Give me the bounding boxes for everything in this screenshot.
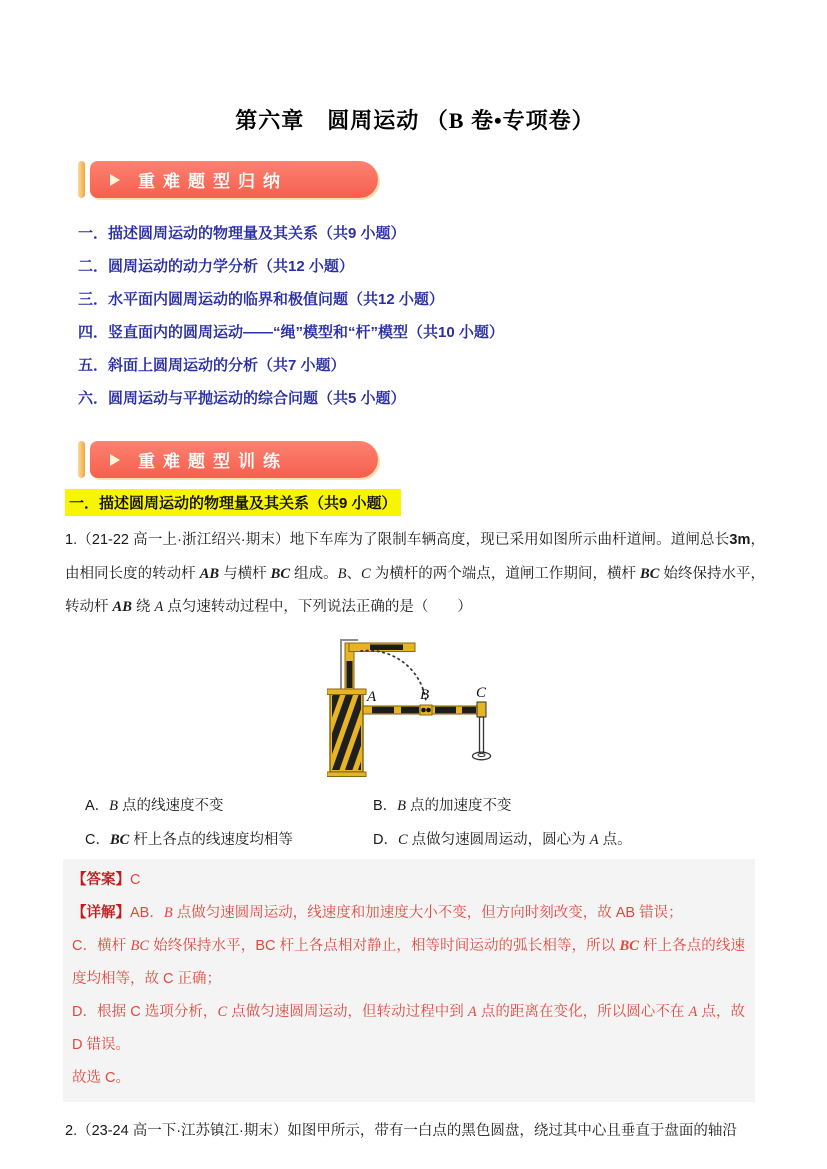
barrier-cabinet bbox=[327, 689, 389, 777]
question-1-figure bbox=[327, 639, 509, 781]
option-b-label: B． bbox=[373, 798, 398, 814]
arrow-right-icon bbox=[110, 454, 120, 466]
question-1-stem: 1.（21-22 高一上·浙江绍兴·期末）地下车库为了限制车辆高度，现已采用如图所示曲杆道闸。道闸总长3m，由相同长度的转动杆 AB 与横杆 BC 组成。B、C 为横杆的两个端点，道闸工作期间，横杆 BC 始终保持水平，转动杆 AB 绕 A 点匀速转动过程中，下列说法正确的是（ ） bbox=[65, 532, 766, 615]
banner-training-label: 重难题型训练 bbox=[138, 452, 288, 471]
answer-1-line-1: 【答案】C bbox=[72, 872, 141, 888]
banner-type-summary bbox=[78, 161, 378, 198]
banner-summary-label: 重难题型归纳 bbox=[138, 172, 288, 191]
toc-item-5: 五．斜面上圆周运动的分析（共7 小题） bbox=[78, 357, 346, 374]
option-c bbox=[85, 823, 373, 857]
banner-pill bbox=[90, 161, 378, 198]
answer-1-line-3: C．横杆 BC 始终保持水平，BC 杆上各点相对静止，相等时间运动的弧长相等，所以 BC 杆上各点的线速度均相等，故 C 正确； bbox=[72, 938, 746, 987]
option-a bbox=[85, 789, 373, 823]
toc-item-2: 二．圆周运动的动力学分析（共12 小题） bbox=[78, 258, 354, 275]
option-a-label: A． bbox=[85, 798, 110, 814]
banner-accent-bar bbox=[78, 441, 85, 478]
option-d-label: D． bbox=[373, 832, 398, 848]
toc-item-3: 三．水平面内圆周运动的临界和极值问题（共12 小题） bbox=[78, 291, 444, 308]
figure-label-b: B bbox=[420, 687, 430, 703]
banner-pill bbox=[90, 441, 378, 478]
option-c-label: C． bbox=[85, 832, 110, 848]
arrow-right-icon bbox=[110, 174, 120, 186]
toc-item-4: 四．竖直面内的圆周运动——“绳”模型和“杆”模型（共10 小题） bbox=[78, 324, 504, 341]
option-b-text: B 点的加速度不变 bbox=[397, 798, 512, 814]
option-c-text: BC 杆上各点的线速度均相等 bbox=[109, 832, 293, 848]
figure-label-a: A bbox=[367, 689, 377, 705]
option-a-text: B 点的线速度不变 bbox=[109, 798, 224, 814]
toc-list bbox=[78, 217, 765, 415]
option-d-text: C 点做匀速圆周运动，圆心为 A 点。 bbox=[397, 832, 632, 848]
answer-1-block bbox=[63, 859, 755, 1102]
raised-arm-horizontal bbox=[349, 643, 415, 652]
answer-1-line-4: D．根据 C 选项分析，C 点做匀速圆周运动，但转动过程中到 A 点的距离在变化，所以圆心不在 A 点，故 D 错误。 bbox=[72, 1004, 746, 1053]
question-2-stem: 2.（23-24 高一下·江苏镇江·期末）如图甲所示，带有一白点的黑色圆盘，绕过其中心且垂直于盘面的轴沿 bbox=[65, 1123, 737, 1139]
barrier-gate-figure bbox=[327, 639, 509, 781]
hinge-joint bbox=[420, 705, 432, 715]
answer-1-line-2: 【详解】AB．B 点做匀速圆周运动，线速度和加速度大小不变，但方向时刻改变，故 AB 错误； bbox=[72, 905, 683, 921]
answer-1-line-5: 故选 C。 bbox=[72, 1070, 130, 1086]
option-b bbox=[373, 789, 765, 823]
section-1-heading-wrap bbox=[65, 489, 765, 516]
toc-item-1: 一．描述圆周运动的物理量及其关系（共9 小题） bbox=[78, 225, 406, 242]
figure-label-c: C bbox=[476, 685, 487, 701]
page-title: 第六章 圆周运动 （B 卷•专项卷） bbox=[235, 108, 595, 133]
banner-type-training bbox=[78, 441, 378, 478]
option-d bbox=[373, 823, 765, 857]
banner-accent-bar bbox=[78, 161, 85, 198]
question-1-options bbox=[85, 789, 765, 857]
toc-item-6: 六．圆周运动与平抛运动的综合问题（共5 小题） bbox=[78, 390, 406, 407]
section-1-heading: 一．描述圆周运动的物理量及其关系（共9 小题） bbox=[65, 489, 401, 516]
